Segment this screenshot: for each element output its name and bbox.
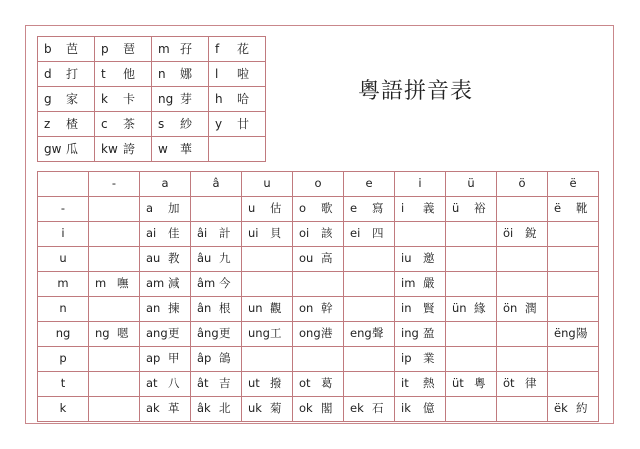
example-character: 葛 [321, 376, 333, 391]
romanization: in [401, 301, 412, 316]
final-cell [140, 372, 191, 397]
romanization: ü [452, 201, 460, 216]
finals-header-row [38, 172, 599, 197]
example-character: 啦 [237, 67, 250, 81]
example-character: 華 [180, 142, 193, 156]
final-cell [242, 272, 293, 297]
initials-table [37, 36, 266, 162]
example-character: 減 [168, 276, 180, 291]
example-character: 工 [270, 326, 282, 341]
romanization: au [146, 251, 161, 266]
final-cell [548, 222, 599, 247]
column-header: u [242, 172, 293, 197]
final-cell [191, 347, 242, 372]
final-cell [293, 297, 344, 322]
final-cell [89, 322, 140, 347]
romanization: am [146, 276, 165, 291]
final-cell [395, 397, 446, 422]
example-character: 熱 [423, 376, 435, 391]
romanization: t [101, 67, 106, 81]
final-cell [446, 247, 497, 272]
initial-cell [38, 37, 95, 62]
final-cell [242, 297, 293, 322]
romanization: oi [299, 226, 310, 241]
example-character: 銳 [525, 226, 537, 241]
example-character: 幹 [321, 301, 333, 316]
example-character: 揀 [168, 301, 180, 316]
example-character: 八 [168, 376, 180, 391]
final-cell [89, 297, 140, 322]
row-header: u [38, 247, 89, 272]
final-cell [293, 372, 344, 397]
final-cell [497, 347, 548, 372]
column-header: i [395, 172, 446, 197]
romanization: ng [95, 326, 110, 341]
final-cell [140, 197, 191, 222]
initial-cell [152, 112, 209, 137]
final-cell [497, 397, 548, 422]
final-cell [191, 372, 242, 397]
final-cell [293, 247, 344, 272]
initial-cell [152, 87, 209, 112]
romanization: o [299, 201, 307, 216]
romanization: ot [299, 376, 311, 391]
romanization: eng [350, 326, 372, 341]
romanization: i [401, 201, 405, 216]
row-header: p [38, 347, 89, 372]
romanization: âp [197, 351, 212, 366]
example-character: 嗯 [117, 326, 129, 341]
example-character: 加 [168, 201, 180, 216]
column-header: a [140, 172, 191, 197]
example-character: 北 [219, 401, 231, 416]
romanization: kw [101, 142, 118, 156]
romanization: âng [197, 326, 219, 341]
final-cell [242, 347, 293, 372]
column-header: ü [446, 172, 497, 197]
final-cell [242, 372, 293, 397]
initial-cell [95, 62, 152, 87]
final-cell [548, 272, 599, 297]
final-cell [497, 272, 548, 297]
example-character: 該 [321, 226, 333, 241]
column-header: - [89, 172, 140, 197]
romanization: ik [401, 401, 411, 416]
initial-cell [38, 87, 95, 112]
page-frame [25, 25, 614, 424]
final-cell [89, 397, 140, 422]
final-cell [395, 272, 446, 297]
example-character: 芽 [180, 92, 193, 106]
romanization: ak [146, 401, 160, 416]
finals-row [38, 372, 599, 397]
initial-cell [209, 37, 266, 62]
final-cell [548, 197, 599, 222]
finals-row [38, 322, 599, 347]
final-cell [395, 372, 446, 397]
final-cell [497, 247, 548, 272]
final-cell [191, 222, 242, 247]
initial-cell [95, 87, 152, 112]
row-header: t [38, 372, 89, 397]
final-cell [395, 222, 446, 247]
romanization: an [146, 301, 161, 316]
column-header: e [344, 172, 395, 197]
romanization: e [350, 201, 358, 216]
romanization: h [215, 92, 223, 106]
example-character: 哈 [237, 92, 250, 106]
romanization: ân [197, 301, 212, 316]
example-character: 鴿 [219, 351, 231, 366]
final-cell [191, 197, 242, 222]
romanization: ng [158, 92, 174, 106]
initial-cell [152, 62, 209, 87]
column-header: o [293, 172, 344, 197]
row-header: m [38, 272, 89, 297]
example-character: 今 [219, 276, 231, 291]
final-cell [293, 272, 344, 297]
romanization: z [44, 117, 51, 131]
initials-row [38, 62, 266, 87]
final-cell [344, 272, 395, 297]
example-character: 貝 [270, 226, 282, 241]
final-cell [140, 222, 191, 247]
romanization: ut [248, 376, 260, 391]
romanization: u [248, 201, 256, 216]
example-character: 港 [321, 326, 333, 341]
example-character: 觀 [270, 301, 282, 316]
romanization: c [101, 117, 108, 131]
initial-cell [95, 137, 152, 162]
example-character: 潤 [525, 301, 537, 316]
initials-row [38, 137, 266, 162]
example-character: 娜 [180, 67, 193, 81]
initial-cell [95, 112, 152, 137]
example-character: 楂 [66, 117, 79, 131]
final-cell [89, 372, 140, 397]
example-character: 教 [168, 251, 180, 266]
romanization: s [158, 117, 165, 131]
column-header [38, 172, 89, 197]
final-cell [89, 222, 140, 247]
initials-row [38, 112, 266, 137]
final-cell [242, 397, 293, 422]
example-character: 更 [168, 326, 180, 341]
final-cell [89, 247, 140, 272]
initial-cell [38, 137, 95, 162]
final-cell [293, 322, 344, 347]
final-cell [446, 372, 497, 397]
final-cell [548, 322, 599, 347]
romanization: m [158, 42, 170, 56]
initial-cell [209, 137, 266, 162]
romanization: w [158, 142, 168, 156]
initial-cell [152, 37, 209, 62]
final-cell [395, 297, 446, 322]
example-character: 九 [219, 251, 231, 266]
romanization: y [215, 117, 223, 131]
final-cell [497, 222, 548, 247]
final-cell [395, 247, 446, 272]
example-character: 芭 [66, 42, 79, 56]
romanization: gw [44, 142, 62, 156]
final-cell [344, 222, 395, 247]
initials-row [38, 87, 266, 112]
romanization: âm [197, 276, 216, 291]
romanization: k [101, 92, 108, 106]
example-character: 義 [423, 201, 435, 216]
romanization: ung [248, 326, 270, 341]
example-character: 菊 [270, 401, 282, 416]
final-cell [497, 372, 548, 397]
example-character: 他 [123, 67, 136, 81]
final-cell [446, 347, 497, 372]
example-character: 廿 [237, 117, 250, 131]
example-character: 瓜 [66, 142, 79, 156]
romanization: âu [197, 251, 212, 266]
initial-cell [38, 112, 95, 137]
romanization: p [101, 42, 109, 56]
initial-cell [209, 87, 266, 112]
initial-cell [95, 37, 152, 62]
example-character: 四 [372, 226, 384, 241]
final-cell [446, 297, 497, 322]
final-cell [548, 347, 599, 372]
example-character: 嘸 [117, 276, 129, 291]
final-cell [191, 247, 242, 272]
example-character: 估 [270, 201, 282, 216]
final-cell [140, 322, 191, 347]
romanization: f [215, 42, 220, 56]
example-character: 革 [168, 401, 180, 416]
romanization: d [44, 67, 52, 81]
example-character: 卡 [123, 92, 136, 106]
finals-row [38, 347, 599, 372]
example-character: 賢 [423, 301, 435, 316]
example-character: 約 [576, 401, 588, 416]
final-cell [191, 297, 242, 322]
final-cell [293, 347, 344, 372]
romanization: âi [197, 226, 208, 241]
final-cell [140, 272, 191, 297]
romanization: it [401, 376, 409, 391]
final-cell [242, 247, 293, 272]
final-cell [344, 372, 395, 397]
example-character: 打 [66, 67, 79, 81]
romanization: ât [197, 376, 209, 391]
final-cell [344, 247, 395, 272]
final-cell [446, 322, 497, 347]
final-cell [446, 222, 497, 247]
romanization: öi [503, 226, 514, 241]
romanization: ön [503, 301, 518, 316]
finals-row [38, 272, 599, 297]
final-cell [446, 272, 497, 297]
example-character: 寫 [372, 201, 384, 216]
final-cell [497, 322, 548, 347]
finals-table [37, 171, 599, 422]
example-character: 琶 [123, 42, 136, 56]
final-cell [395, 347, 446, 372]
example-character: 紗 [180, 117, 193, 131]
romanization: ün [452, 301, 467, 316]
romanization: ëk [554, 401, 568, 416]
final-cell [89, 347, 140, 372]
romanization: un [248, 301, 263, 316]
final-cell [344, 397, 395, 422]
final-cell [344, 347, 395, 372]
example-character: 陽 [576, 326, 588, 341]
example-character: 靴 [576, 201, 588, 216]
example-character: 石 [372, 401, 384, 416]
example-character: 歌 [321, 201, 333, 216]
final-cell [140, 397, 191, 422]
finals-row [38, 397, 599, 422]
romanization: b [44, 42, 52, 56]
initial-cell [38, 62, 95, 87]
example-character: 誇 [123, 142, 136, 156]
column-header: ë [548, 172, 599, 197]
column-header: â [191, 172, 242, 197]
romanization: on [299, 301, 314, 316]
romanization: uk [248, 401, 262, 416]
final-cell [395, 197, 446, 222]
romanization: ing [401, 326, 419, 341]
finals-row [38, 297, 599, 322]
final-cell [497, 297, 548, 322]
romanization: ong [299, 326, 321, 341]
example-character: 粵 [474, 376, 486, 391]
final-cell [89, 272, 140, 297]
final-cell [548, 372, 599, 397]
romanization: ei [350, 226, 361, 241]
romanization: ek [350, 401, 364, 416]
example-character: 家 [66, 92, 79, 106]
example-character: 茶 [123, 117, 136, 131]
example-character: 孖 [180, 42, 193, 56]
example-character: 佳 [168, 226, 180, 241]
row-header: ng [38, 322, 89, 347]
romanization: ip [401, 351, 412, 366]
final-cell [293, 222, 344, 247]
final-cell [446, 197, 497, 222]
romanization: m [95, 276, 107, 291]
example-character: 律 [525, 376, 537, 391]
example-character: 更 [219, 326, 231, 341]
example-character: 嚴 [423, 276, 435, 291]
final-cell [548, 397, 599, 422]
romanization: at [146, 376, 158, 391]
final-cell [548, 297, 599, 322]
final-cell [344, 322, 395, 347]
final-cell [242, 197, 293, 222]
final-cell [191, 272, 242, 297]
example-character: 甲 [168, 351, 180, 366]
example-character: 高 [321, 251, 333, 266]
romanization: n [158, 67, 166, 81]
row-header: n [38, 297, 89, 322]
initial-cell [152, 137, 209, 162]
romanization: ok [299, 401, 313, 416]
final-cell [140, 297, 191, 322]
final-cell [395, 322, 446, 347]
example-character: 業 [423, 351, 435, 366]
romanization: ou [299, 251, 314, 266]
final-cell [242, 222, 293, 247]
finals-row [38, 197, 599, 222]
romanization: ui [248, 226, 259, 241]
example-character: 計 [219, 226, 231, 241]
row-header: i [38, 222, 89, 247]
final-cell [191, 397, 242, 422]
final-cell [548, 247, 599, 272]
final-cell [446, 397, 497, 422]
example-character: 裕 [474, 201, 486, 216]
final-cell [344, 197, 395, 222]
example-character: 聲 [372, 326, 384, 341]
final-cell [140, 247, 191, 272]
romanization: âk [197, 401, 211, 416]
final-cell [242, 322, 293, 347]
romanization: üt [452, 376, 464, 391]
final-cell [293, 197, 344, 222]
example-character: 撥 [270, 376, 282, 391]
romanization: im [401, 276, 416, 291]
final-cell [191, 322, 242, 347]
row-header: k [38, 397, 89, 422]
initials-row [38, 37, 266, 62]
example-character: 吉 [219, 376, 231, 391]
column-header: ö [497, 172, 548, 197]
final-cell [140, 347, 191, 372]
initial-cell [209, 112, 266, 137]
example-character: 閣 [321, 401, 333, 416]
page-title: 粵語拼音表 [358, 79, 474, 104]
romanization: öt [503, 376, 515, 391]
romanization: ap [146, 351, 161, 366]
finals-row [38, 247, 599, 272]
example-character: 邀 [423, 251, 435, 266]
initial-cell [209, 62, 266, 87]
final-cell [497, 197, 548, 222]
romanization: ë [554, 201, 562, 216]
romanization: g [44, 92, 52, 106]
example-character: 根 [219, 301, 231, 316]
example-character: 億 [423, 401, 435, 416]
romanization: ëng [554, 326, 576, 341]
romanization: l [215, 67, 219, 81]
row-header: - [38, 197, 89, 222]
romanization: a [146, 201, 154, 216]
final-cell [344, 297, 395, 322]
romanization: ai [146, 226, 157, 241]
romanization: ang [146, 326, 168, 341]
example-character: 花 [237, 42, 250, 56]
final-cell [89, 197, 140, 222]
example-character: 緣 [474, 301, 486, 316]
example-character: 盈 [423, 326, 435, 341]
final-cell [293, 397, 344, 422]
finals-row [38, 222, 599, 247]
romanization: iu [401, 251, 412, 266]
